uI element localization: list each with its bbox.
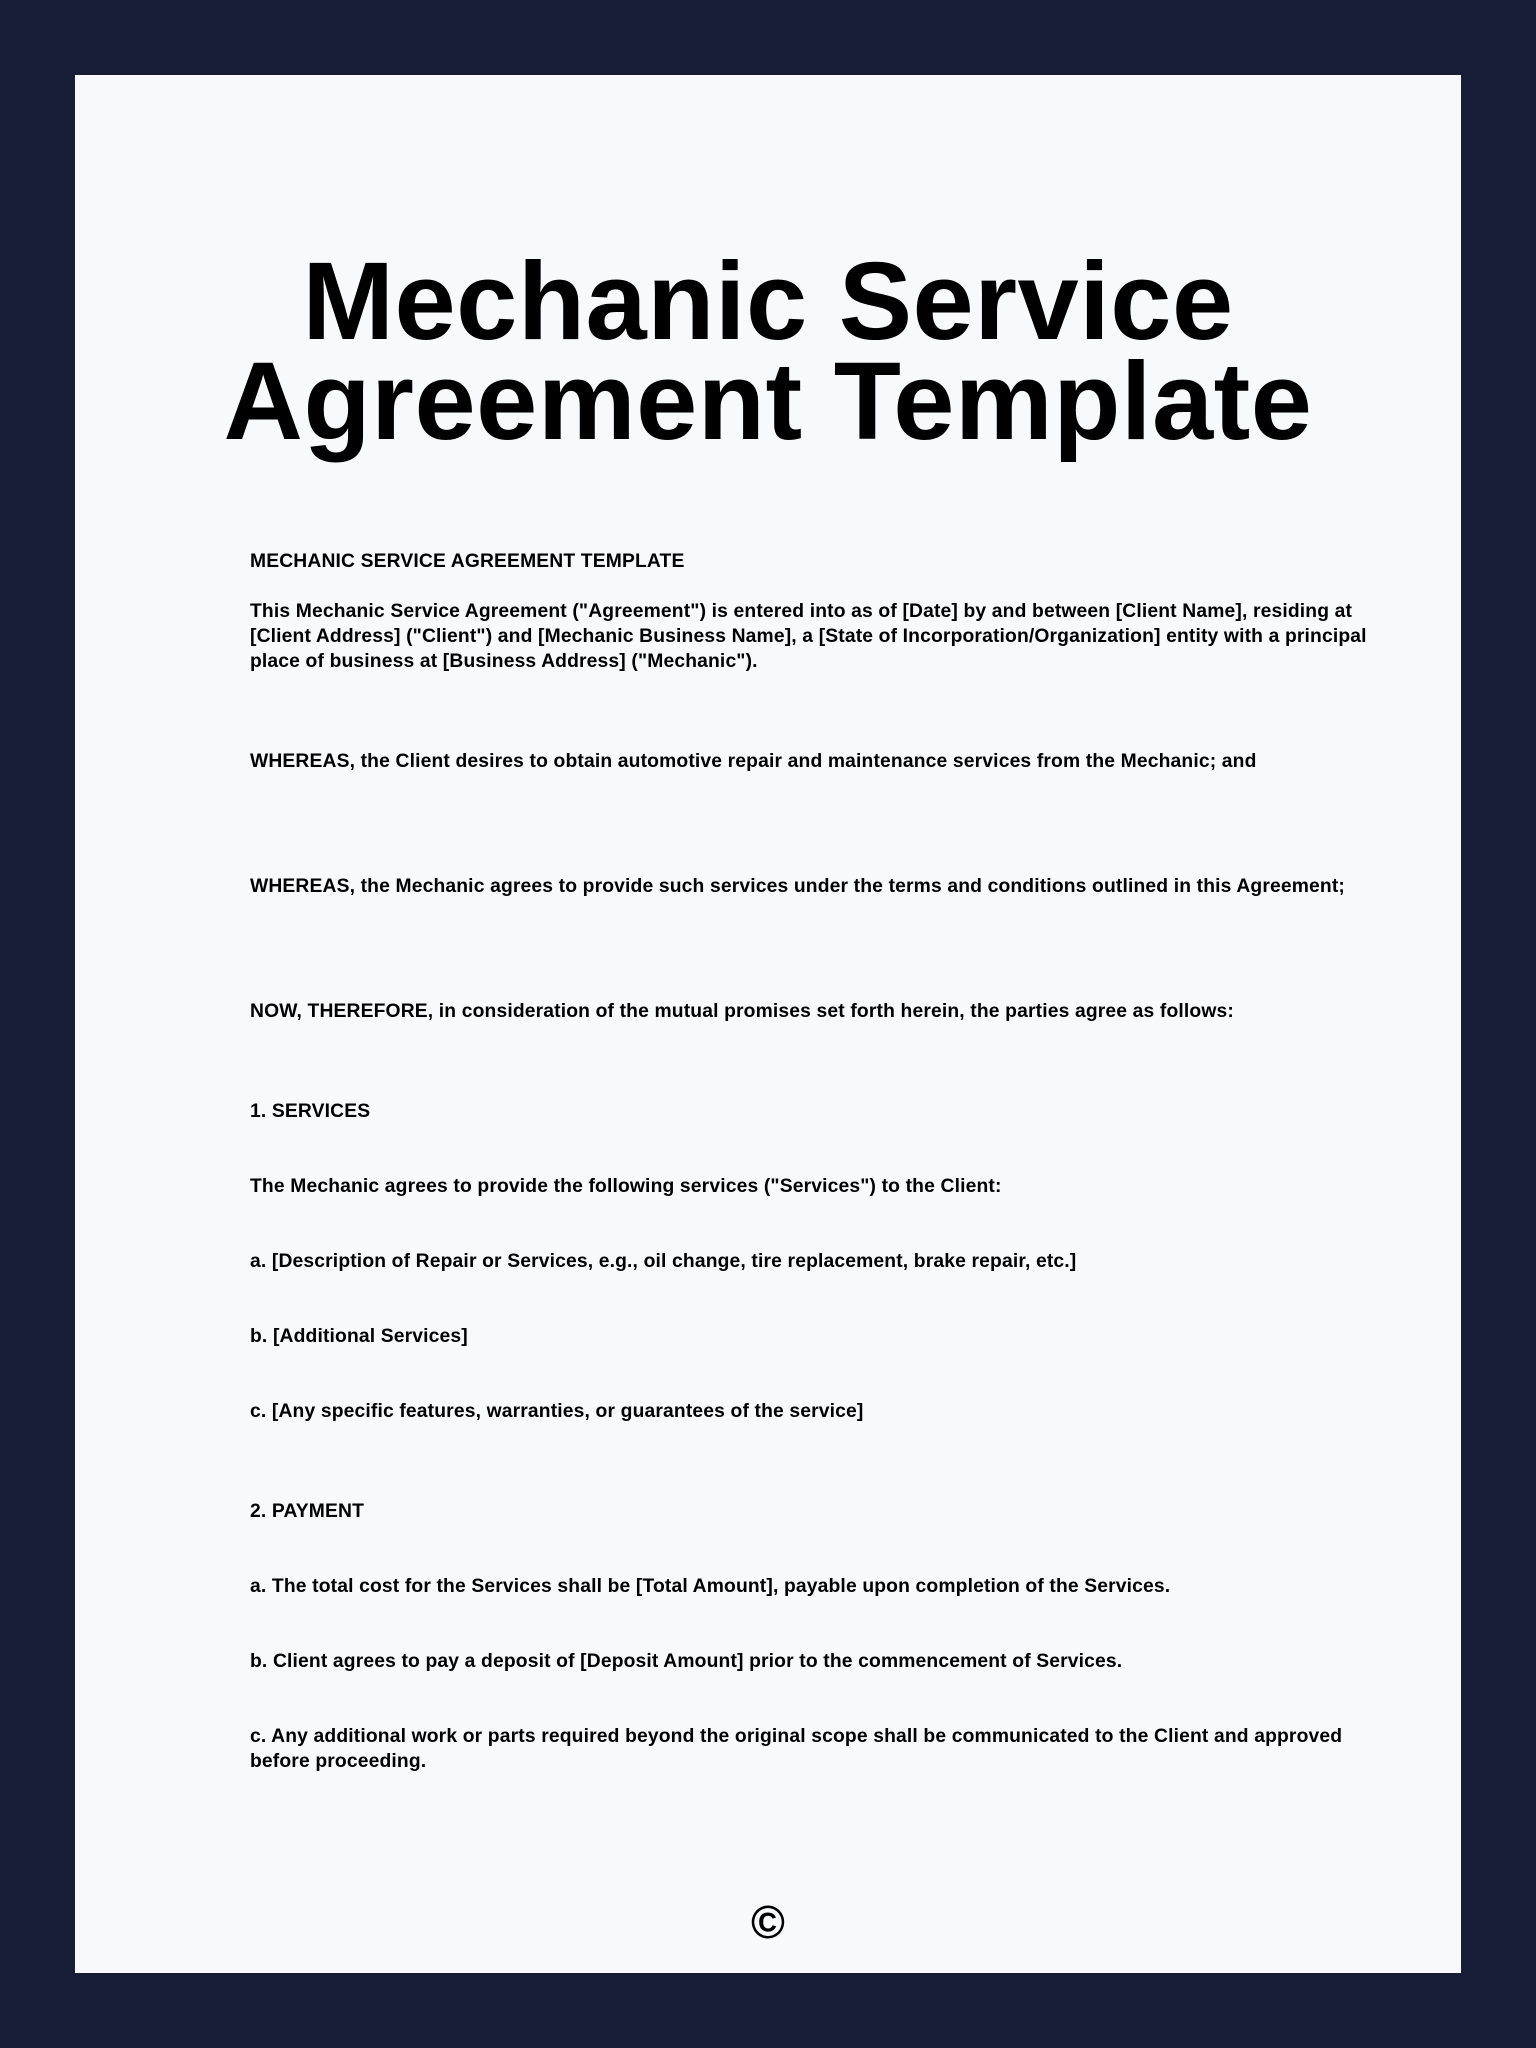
payment-item-c: c. Any additional work or parts required beyond the original scope shall be communicated to the Client and approved before proceeding. (250, 1726, 1343, 1772)
document-page (75, 75, 1461, 1973)
agreement-heading: MECHANIC SERVICE AGREEMENT TEMPLATE (250, 551, 685, 572)
document-title: Mechanic Service Agreement Template (223, 240, 1313, 463)
whereas-clause-1: WHEREAS, the Client desires to obtain automotive repair and maintenance services from the Mechanic; and (250, 751, 1257, 772)
services-item-b: b. [Additional Services] (250, 1326, 468, 1347)
intro-paragraph: This Mechanic Service Agreement ("Agreement") is entered into as of [Date] by and between [Client Name], residing at [Client Address] ("Client") and [Mechanic Business Name], a [State of Incorporation/Organization] entity with a principal place of business at [Business Address] ("Mechanic"). (250, 601, 1367, 672)
section-heading-services: 1. SERVICES (250, 1101, 371, 1122)
now-therefore-clause: NOW, THEREFORE, in consideration of the mutual promises set forth herein, the parties agree as follows: (250, 1001, 1234, 1022)
section-heading-payment: 2. PAYMENT (250, 1501, 365, 1522)
copyright-icon: © (751, 1896, 785, 1948)
services-item-c: c. [Any specific features, warranties, or guarantees of the service] (250, 1401, 864, 1422)
services-lead: The Mechanic agrees to provide the following services ("Services") to the Client: (250, 1176, 1002, 1197)
whereas-clause-2: WHEREAS, the Mechanic agrees to provide such services under the terms and conditions outlined in this Agreement; (250, 876, 1345, 897)
payment-item-a: a. The total cost for the Services shall be [Total Amount], payable upon completion of the Services. (250, 1576, 1171, 1597)
services-item-a: a. [Description of Repair or Services, e.g., oil change, tire replacement, brake repair, etc.] (250, 1251, 1077, 1272)
payment-item-b: b. Client agrees to pay a deposit of [Deposit Amount] prior to the commencement of Services. (250, 1651, 1123, 1672)
